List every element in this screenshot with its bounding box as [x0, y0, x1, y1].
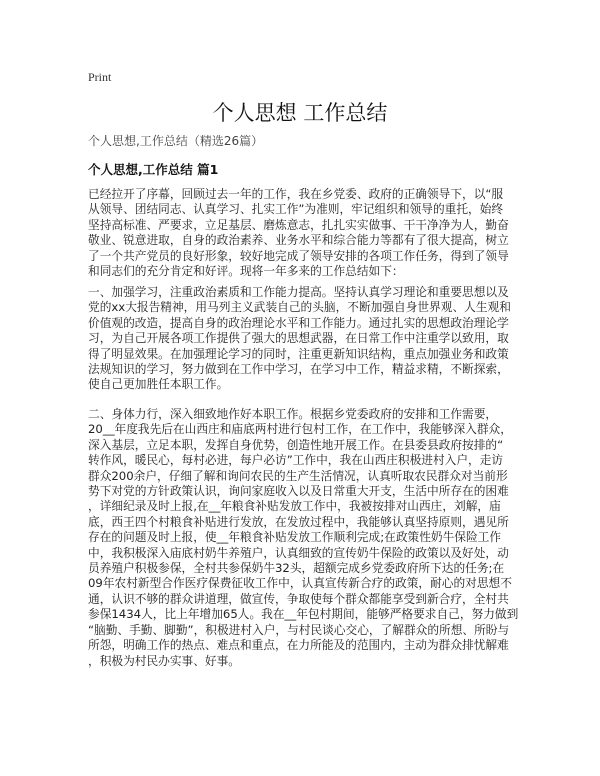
text-line: 和同志们的充分肯定和好评。现将一年多来的工作总结如下： [88, 264, 404, 279]
text-line: 通，认识不够的群众讲道理，做宣传，争取使每个群众都能享受到新合疗，全村共 [88, 591, 509, 606]
text-line: 存在的问题及时上报，使__年粮食补贴发放工作顺利完成;在政策性奶牛保险工作 [88, 530, 502, 545]
paragraph-study [88, 285, 518, 393]
text-line: 坚持高标准、严要求，立足基层、磨炼意志，扎扎实实做事、干干净净为人，勤奋 [88, 217, 509, 232]
section-heading: 个人思想,工作总结 篇1 [88, 162, 219, 177]
text-line: 价值观的改造，提高自身的政治理论水平和工作能力。通过扎实的思想政治理论学 [88, 315, 509, 330]
text-line: “脑勤、手勤、脚勤”，积极进村入户，与村民谈心交心，了解群众的所想、所盼与 [88, 622, 510, 637]
text-line: ，详细纪录及时上报,在__年粮食补贴发放工作中，我被按排对山西庄，刘解，庙 [88, 499, 501, 514]
text-line: 转作风，暖民心，每村必进，每户必访”工作中，我在山西庄积极进村入户，走访 [88, 453, 504, 468]
text-line: 党的xx大报告精神，用马列主义武装自己的头脑，不断加强自身世界观、人生观和 [88, 300, 511, 315]
paragraph-intro [88, 187, 518, 279]
print-link[interactable]: Print [88, 70, 112, 84]
text-line: 一、加强学习，注重政治素质和工作能力提高。坚持认真学习理论和重要思想以及 [88, 285, 509, 299]
document-title: 个人思想 工作总结 [212, 101, 388, 125]
text-line: 了一个共产党员的良好形象，较好地完成了领导安排的各项工作任务，得到了领导 [88, 248, 509, 263]
text-line: 从领导、团结同志、认真学习、扎实工作”为准则，牢记组织和领导的重托，始终 [88, 202, 504, 217]
text-line: 势下对党的方针政策认识，询问家庭收入以及日常重大开支，生活中所存在的困难 [88, 484, 509, 499]
text-line: 敬业、锐意进取，自身的政治素养、业务水平和综合能力等都有了很大提高，树立 [88, 233, 509, 248]
text-line: ，积极为村民办实事、好事。 [88, 653, 240, 668]
text-line: 09年农村新型合作医疗保费征收工作中，认真宣传新合疗的政策，耐心的对思想不 [88, 576, 512, 591]
text-line: 所怨，明确工作的热点、难点和重点，在力所能及的范围内，主动为群众排忧解难 [88, 638, 509, 653]
text-line: 20__年度我先后在山西庄和庙底两村进行包村工作，在工作中，我能够深入群众， [88, 422, 512, 437]
text-line: 习，为自己开展各项工作提供了强大的思想武器，在日常工作中注重学以致用，取 [88, 331, 509, 346]
text-line: 得了明显效果。在加强理论学习的同时，注重更新知识结构，重点加强业务和政策 [88, 346, 509, 361]
paragraph-work [88, 407, 518, 669]
text-line: 深入基层，立足本职，发挥自身优势，创造性地开展工作。在县委县政府按排的“ [88, 437, 504, 452]
text-line: 二、身体力行，深入细致地作好本职工作。根据乡党委政府的安排和工作需要， [88, 407, 498, 421]
text-line: 中，我积极深入庙底村奶牛养殖户，认真细致的宣传奶牛保险的政策以及好处，动 [88, 545, 509, 560]
document-subtitle: 个人思想,工作总结（精选26篇） [88, 134, 264, 148]
text-line: 使自己更加胜任本职工作。 [88, 377, 229, 392]
text-line: 群众200余户，仔细了解和询问农民的生产生活情况，认真听取农民群众对当前形 [88, 468, 508, 483]
text-line: 参保1434人，比上年增加65人。我在__年包村期间，能够严格要求自己，努力做到 [88, 607, 519, 622]
text-line: 底，西王四个村粮食补贴进行发放，在发放过程中，我能够认真坚持原则，遇见所 [88, 514, 509, 529]
text-line: 员养殖户积极参保，全村共参保奶牛32头，超额完成乡党委政府所下达的任务;在 [88, 561, 505, 576]
text-line: 法规知识的学习，努力做到在工作中学习，在学习中工作，精益求精，不断探索， [88, 362, 509, 377]
text-line: 已经拉开了序幕，回顾过去一年的工作，我在乡党委、政府的正确领导下，以“服 [88, 187, 504, 201]
